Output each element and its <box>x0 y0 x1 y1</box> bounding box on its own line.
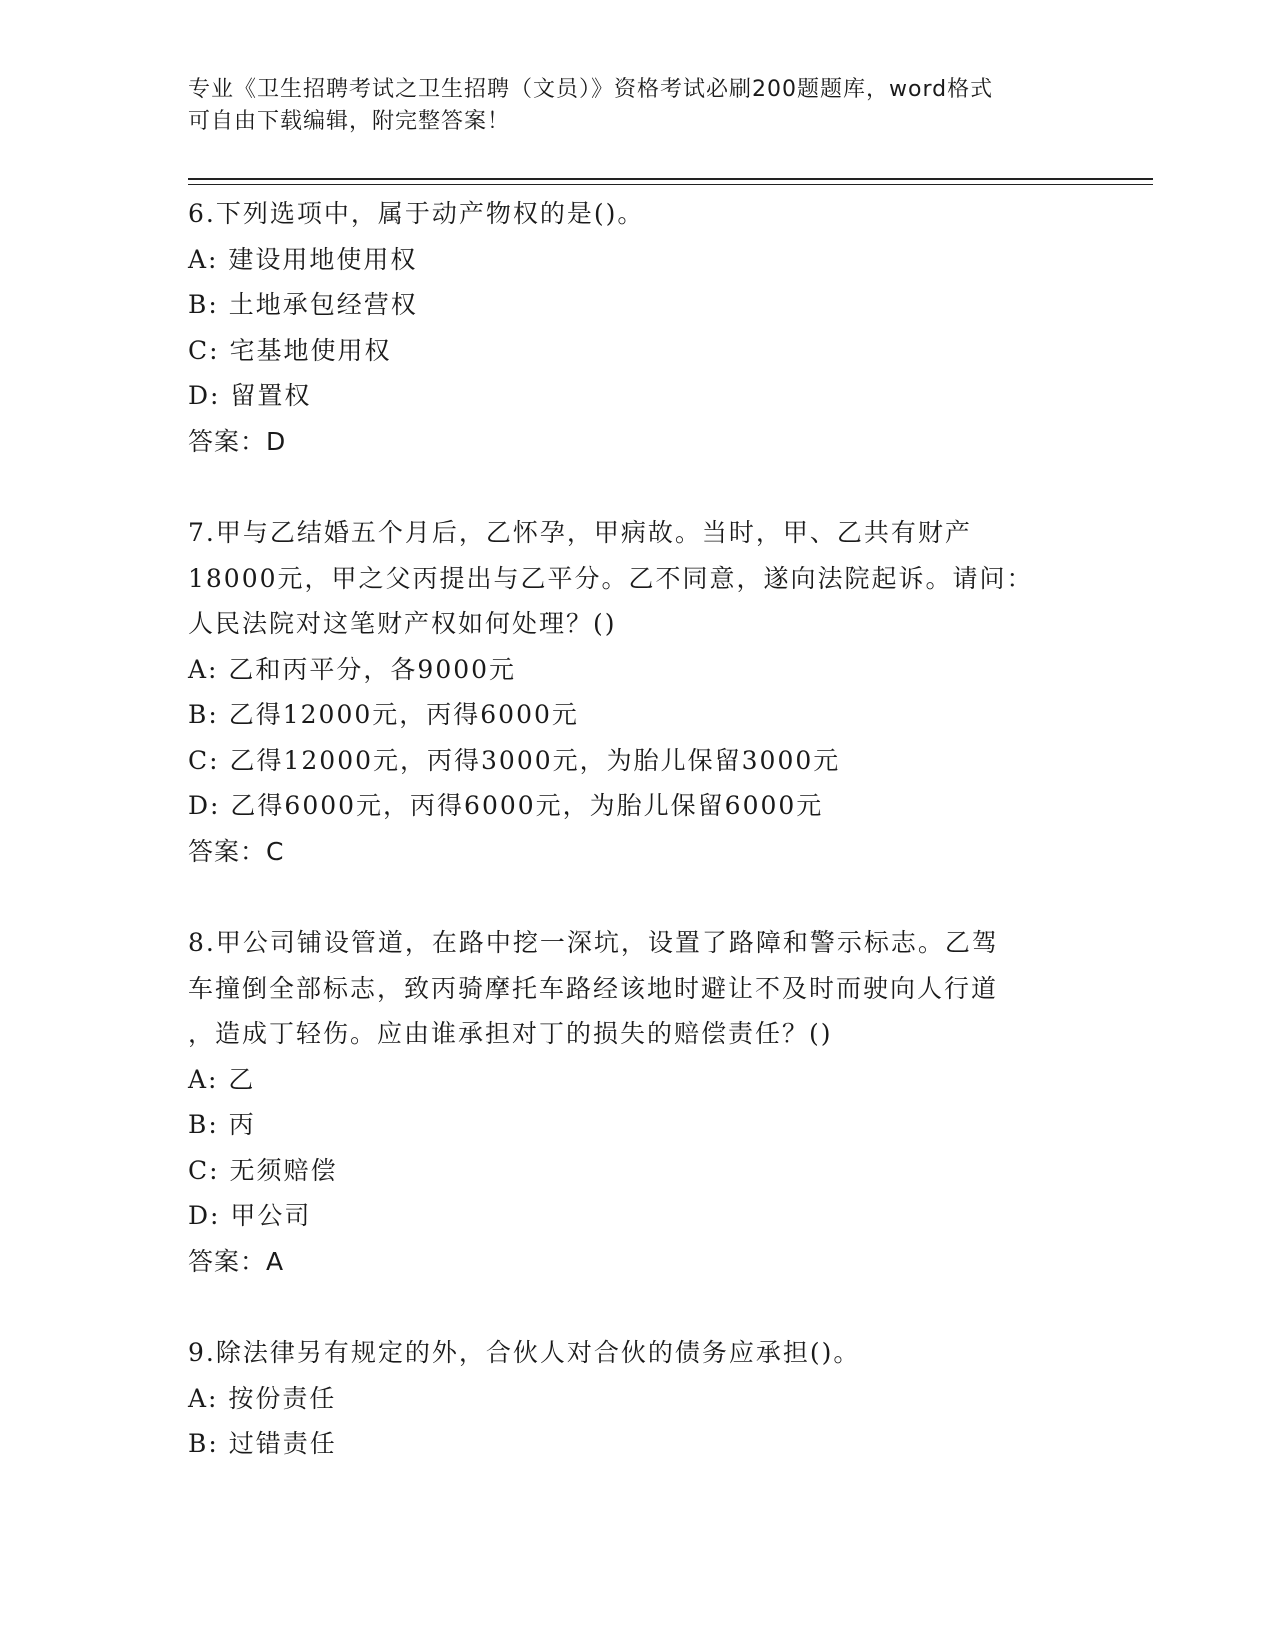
question-stem: 9.除法律另有规定的外，合伙人对合伙的债务应承担()。 <box>188 1338 861 1367</box>
question-stem-line-2: 18000元，甲之父丙提出与乙平分。乙不同意，遂向法院起诉。请问： <box>188 563 1034 593</box>
option-c: C: 乙得12000元，丙得3000元，为胎儿保留3000元 <box>188 745 841 775</box>
option-d: D: 甲公司 <box>188 1201 312 1230</box>
question-stem-line-3: ，造成丁轻伤。应由谁承担对丁的损失的赔偿责任？() <box>188 1019 833 1048</box>
option-a: A: 乙 <box>188 1064 256 1094</box>
question-6 <box>188 191 1088 464</box>
answer-line: 答案：C <box>188 836 285 866</box>
option-b: B: 丙 <box>188 1110 256 1139</box>
header-rule-thin <box>188 184 1153 185</box>
question-stem: 6.下列选项中，属于动产物权的是()。 <box>188 199 645 228</box>
document-header <box>188 74 1068 138</box>
question-8 <box>188 920 1088 1284</box>
option-d: D: 乙得6000元，丙得6000元，为胎儿保留6000元 <box>188 791 824 820</box>
answer-line: 答案：A <box>188 1246 285 1276</box>
header-rule-thick <box>188 178 1153 180</box>
option-a: A: 乙和丙平分，各9000元 <box>188 654 517 684</box>
option-b: B: 过错责任 <box>188 1429 337 1458</box>
question-stem-line-2: 车撞倒全部标志，致丙骑摩托车路经该地时避让不及时而驶向人行道 <box>188 973 999 1003</box>
header-line-2: 可自由下载编辑，附完整答案！ <box>188 109 511 134</box>
question-7 <box>188 510 1088 874</box>
option-a: A: 按份责任 <box>188 1383 337 1413</box>
option-a: A: 建设用地使用权 <box>188 244 418 274</box>
option-d: D: 留置权 <box>188 381 312 410</box>
spacer <box>188 1284 1088 1330</box>
option-c: C: 宅基地使用权 <box>188 335 392 365</box>
question-9 <box>188 1330 1088 1467</box>
question-stem-line-1: 8.甲公司铺设管道，在路中挖一深坑，设置了路障和警示标志。乙驾 <box>188 928 999 957</box>
header-line-1: 专业《卫生招聘考试之卫生招聘（文员）》资格考试必刷200题题库，word格式 <box>188 77 994 102</box>
option-b: B: 乙得12000元，丙得6000元 <box>188 700 579 729</box>
option-c: C: 无须赔偿 <box>188 1155 338 1185</box>
question-stem-line-1: 7.甲与乙结婚五个月后，乙怀孕，甲病故。当时，甲、乙共有财产 <box>188 518 972 547</box>
spacer <box>188 874 1088 920</box>
question-stem-line-3: 人民法院对这笔财产权如何处理？() <box>188 609 617 638</box>
option-b: B: 土地承包经营权 <box>188 290 418 319</box>
spacer <box>188 464 1088 510</box>
answer-line: 答案：D <box>188 426 287 456</box>
question-list <box>188 191 1088 1467</box>
